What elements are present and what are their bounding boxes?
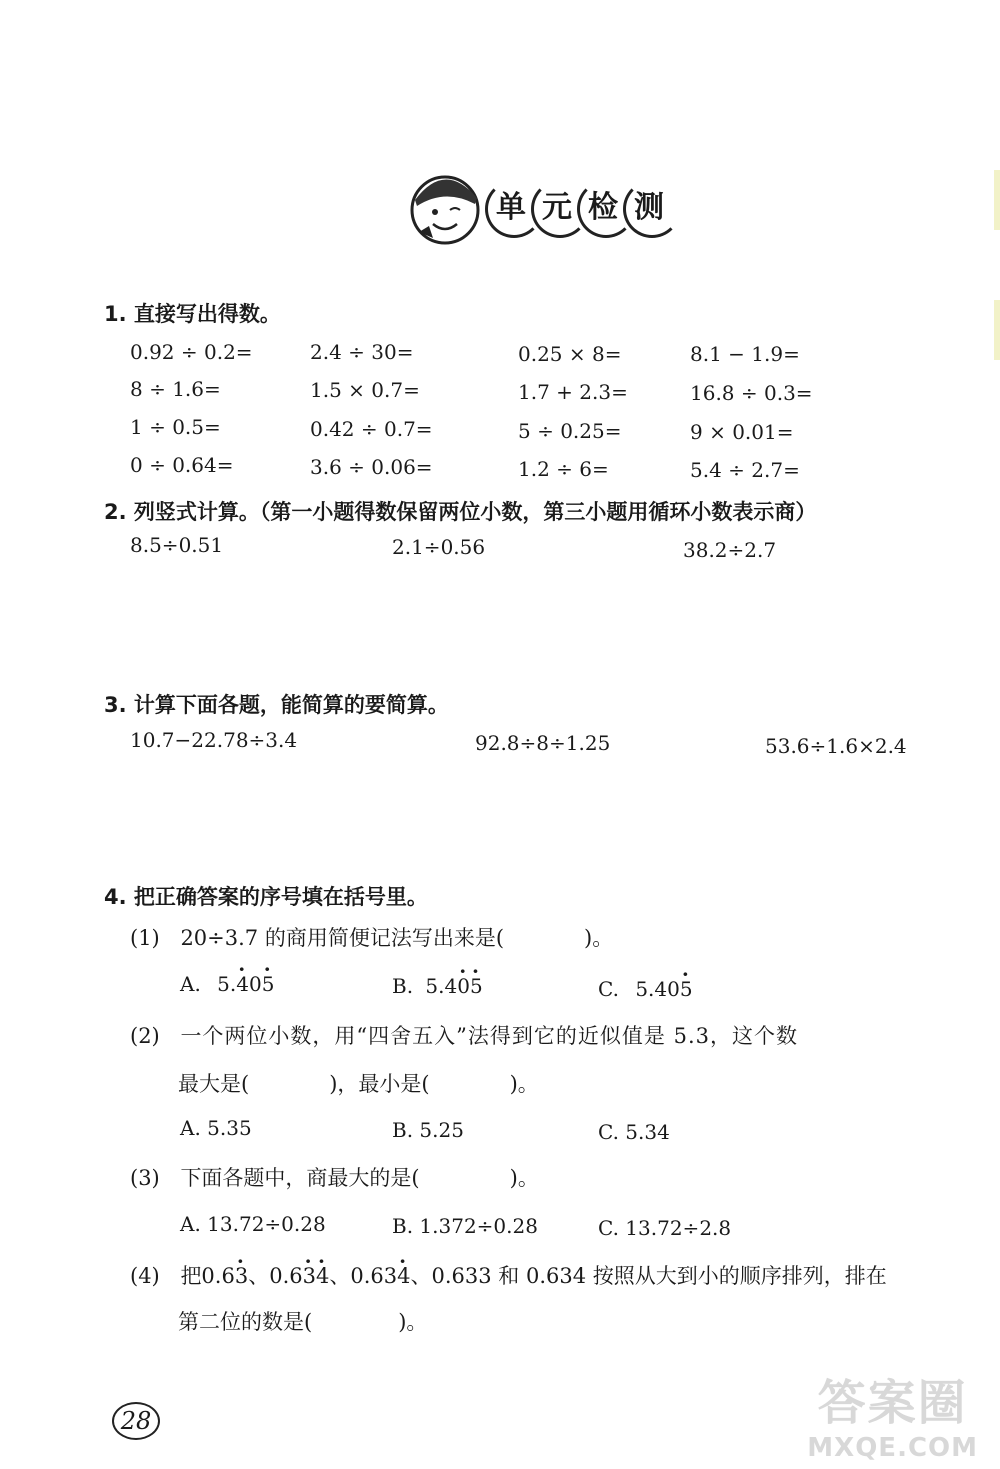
watermark: [807, 1364, 978, 1463]
mental-calc-item: 0.92 ÷ 0.2=: [130, 340, 253, 364]
page-number: 28: [112, 1402, 160, 1440]
option-c: C. 13.72÷2.8: [598, 1216, 732, 1240]
mental-calc-item: 1 ÷ 0.5=: [130, 415, 221, 439]
mental-calc-item: 5.4 ÷ 2.7=: [690, 458, 800, 482]
sub-question-text-end: )。: [509, 1166, 539, 1190]
mental-calc-item: 0.25 × 8=: [518, 342, 622, 366]
option-a: A. 5.35: [180, 1116, 252, 1140]
mental-calc-item: 8 ÷ 1.6=: [130, 377, 221, 401]
question-3-heading: 3. 计算下面各题，能简算的要简算。: [104, 693, 449, 717]
simplify-calc-item: 10.7−22.78÷3.4: [130, 728, 298, 752]
sub-question-number: (4): [130, 1264, 160, 1288]
sub-question-2: [130, 1020, 798, 1050]
mental-calc-item: 1.7 + 2.3=: [518, 380, 628, 404]
option-b: B. 1.372÷0.28: [392, 1214, 538, 1238]
option-letter: B.: [392, 974, 414, 998]
title-char: 检: [588, 190, 618, 225]
sub-question-4: [130, 1260, 887, 1290]
title-char: 元: [542, 190, 572, 225]
option-a: A. 13.72÷0.28: [180, 1212, 326, 1236]
mental-calc-item: 2.4 ÷ 30=: [310, 340, 414, 364]
vertical-calc-item: 8.5÷0.51: [130, 533, 224, 557]
option-c: C. 5.34: [598, 1120, 670, 1144]
option-value: 5.4· 0· 5: [425, 974, 482, 998]
sub-question-number: (1): [130, 926, 160, 950]
option-letter: A.: [180, 972, 201, 996]
option-value: 5.40· 5: [635, 977, 692, 1001]
mental-calc-item: 1.2 ÷ 6=: [518, 457, 609, 481]
mental-calc-item: 0.42 ÷ 0.7=: [310, 417, 433, 441]
repeat-dot-digit: · 5: [470, 974, 483, 998]
title-char: 测: [634, 190, 664, 225]
mental-calc-item: 1.5 × 0.7=: [310, 378, 420, 402]
repeat-dot-digit: · 5: [262, 972, 275, 996]
option-b: [392, 974, 483, 998]
vertical-calc-item: 38.2÷2.7: [683, 538, 777, 562]
simplify-calc-item: 53.6÷1.6×2.4: [765, 734, 907, 758]
sub-question-1: [130, 922, 613, 952]
sub-question-text: 20÷3.7 的商用简便记法写出来是(: [180, 926, 505, 950]
sub-question-2-line2: [178, 1068, 539, 1098]
repeat-dot-digit: · 4: [397, 1264, 410, 1288]
repeat-dot-digit: · 5: [680, 977, 693, 1001]
question-1-heading: 1. 直接写出得数。: [104, 302, 281, 326]
sub-question-text: 最大是(: [178, 1072, 250, 1096]
sub-question-text-end: )。: [398, 1310, 428, 1334]
vertical-calc-item: 2.1÷0.56: [392, 535, 486, 559]
sub-question-text: )，最小是(: [329, 1072, 430, 1096]
simplify-calc-item: 92.8÷8÷1.25: [475, 731, 611, 755]
mental-calc-item: 0 ÷ 0.64=: [130, 453, 234, 477]
option-value: 5.· 40· 5: [217, 972, 274, 996]
sub-question-text: 下面各题中，商最大的是(: [180, 1166, 420, 1190]
sub-question-4-line2: [178, 1306, 427, 1336]
mental-calc-item: 16.8 ÷ 0.3=: [690, 381, 813, 405]
sub-question-number: (2): [130, 1024, 160, 1048]
repeat-dot-digit: · 4: [236, 972, 249, 996]
repeat-dot-digit: · 3: [303, 1264, 316, 1288]
sub-question-number: (3): [130, 1166, 160, 1190]
edge-stripe: [994, 300, 1000, 360]
repeat-dot-digit: · 4: [316, 1264, 329, 1288]
watermark-logo-text: 答案圈: [817, 1375, 968, 1431]
option-letter: C.: [598, 977, 619, 1001]
option-a: [180, 972, 274, 996]
mental-calc-item: 9 × 0.01=: [690, 420, 794, 444]
mental-calc-item: 8.1 − 1.9=: [690, 342, 800, 366]
mental-calc-item: 3.6 ÷ 0.06=: [310, 455, 433, 479]
sub-question-text: 第二位的数是(: [178, 1310, 313, 1334]
title-char: 单: [496, 190, 526, 225]
sub-question-text: 把0.6· 3、0.6· 3· 4、0.63· 4、0.633 和 0.634 按照从大到小的顺序排列，排在: [180, 1264, 886, 1288]
edge-stripe: [994, 170, 1000, 230]
cartoon-boy-icon: [405, 160, 485, 250]
sub-question-text: 一个两位小数，用“四舍五入”法得到它的近似值是 5.3，这个数: [180, 1024, 798, 1048]
option-b: B. 5.25: [392, 1118, 464, 1142]
question-2-heading: 2. 列竖式计算。（第一小题得数保留两位小数，第三小题用循环小数表示商）: [104, 500, 817, 524]
sub-question-3: [130, 1162, 539, 1192]
repeat-dot-digit: · 3: [235, 1264, 248, 1288]
repeat-dot-digit: · 0: [457, 974, 470, 998]
watermark-url: MXQE.COM: [807, 1433, 978, 1463]
unit-test-header: [405, 160, 675, 250]
mental-calc-item: 5 ÷ 0.25=: [518, 419, 622, 443]
sub-question-text-end: )。: [509, 1072, 539, 1096]
question-4-heading: 4. 把正确答案的序号填在括号里。: [104, 885, 428, 909]
option-c: [598, 977, 693, 1001]
sub-question-text-end: )。: [584, 926, 614, 950]
